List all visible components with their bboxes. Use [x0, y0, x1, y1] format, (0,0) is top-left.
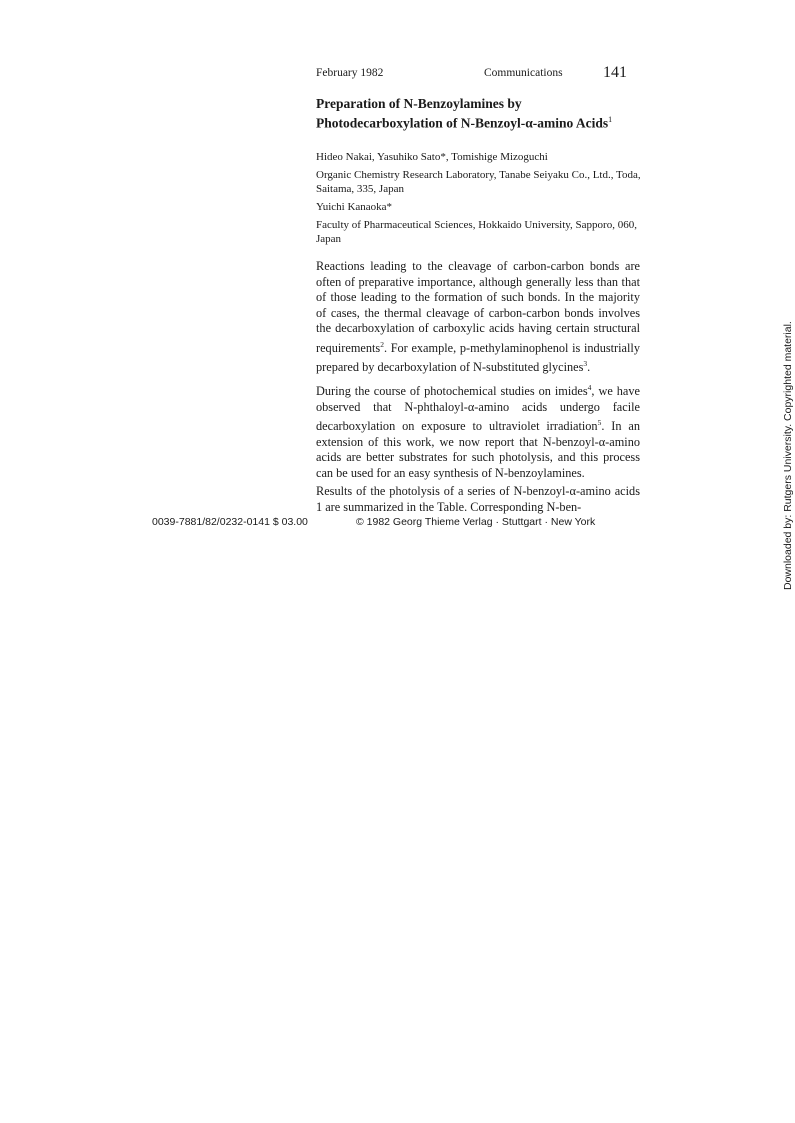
p2-text-b: , we have observed that N-phthaloyl-α-amino acids undergo facile decarboxylation on exposure to ultraviolet irradiation: [316, 384, 640, 434]
section-name: Communications: [484, 67, 563, 79]
article-code: 0039-7881/82/0232-0141 $ 03.00: [152, 516, 308, 528]
reference-5[interactable]: 5: [597, 418, 602, 428]
paragraph-2: [316, 380, 640, 481]
page-number: 141: [603, 64, 627, 81]
paragraph-1: [316, 259, 640, 376]
p1-text-c: .: [587, 360, 591, 375]
authors-group-2: Yuichi Kanaoka*: [316, 201, 393, 213]
affiliation-2: Faculty of Pharmaceutical Sciences, Hokkaido University, Sapporo, 060, Japan: [316, 219, 637, 245]
authors-group-1: Hideo Nakai, Yasuhiko Sato*, Tomishige Mizoguchi: [316, 151, 548, 163]
title-line-2: [316, 112, 636, 132]
p1-text-a: Reactions leading to the cleavage of carbon-carbon bonds are often of preparative importance, although generally less than that of those leading to the formation of such bonds. In the majority of cases, the thermal cleavage of carbon-carbon bonds involves the decarboxylation of carboxylic acids having certain structural requirements: [316, 259, 640, 355]
paragraph-3: Results of the photolysis of a series of N-benzoyl-α-amino acids 1 are summarized in the Table. Corresponding N-ben-: [316, 484, 640, 514]
title-footnote-marker: 1: [608, 115, 613, 124]
copyright-notice: © 1982 Georg Thieme Verlag · Stuttgart · New York: [356, 516, 596, 528]
reference-4[interactable]: 4: [587, 383, 592, 392]
p2-text-c: . In an extension of this work, we now report that N-benzoyl-α-amino acids are better substrates for such photolysis, and this process can be used for an easy synthesis of N-benzoylamines.: [316, 419, 640, 480]
p2-text-a: During the course of photochemical studies on imides: [316, 384, 588, 399]
journal-date: February 1982: [316, 67, 384, 79]
title-line-2-text: Photodecarboxylation of N-Benzoyl-α-amino Acids: [316, 115, 609, 131]
running-header: [316, 64, 627, 84]
reference-3[interactable]: 3: [583, 359, 588, 369]
p1-text-b: . For example, p-methylaminophenol is industrially prepared by decarboxylation of N-substituted glycines: [316, 340, 640, 375]
article-title: [316, 96, 636, 132]
reference-2[interactable]: 2: [380, 339, 384, 349]
download-watermark: Downloaded by: Rutgers University. Copyrighted material.: [782, 321, 794, 590]
title-line-1: Preparation of N-Benzoylamines by: [316, 96, 522, 111]
affiliation-1: Organic Chemistry Research Laboratory, Tanabe Seiyaku Co., Ltd., Toda, Saitama, 335, Japan: [316, 169, 641, 195]
